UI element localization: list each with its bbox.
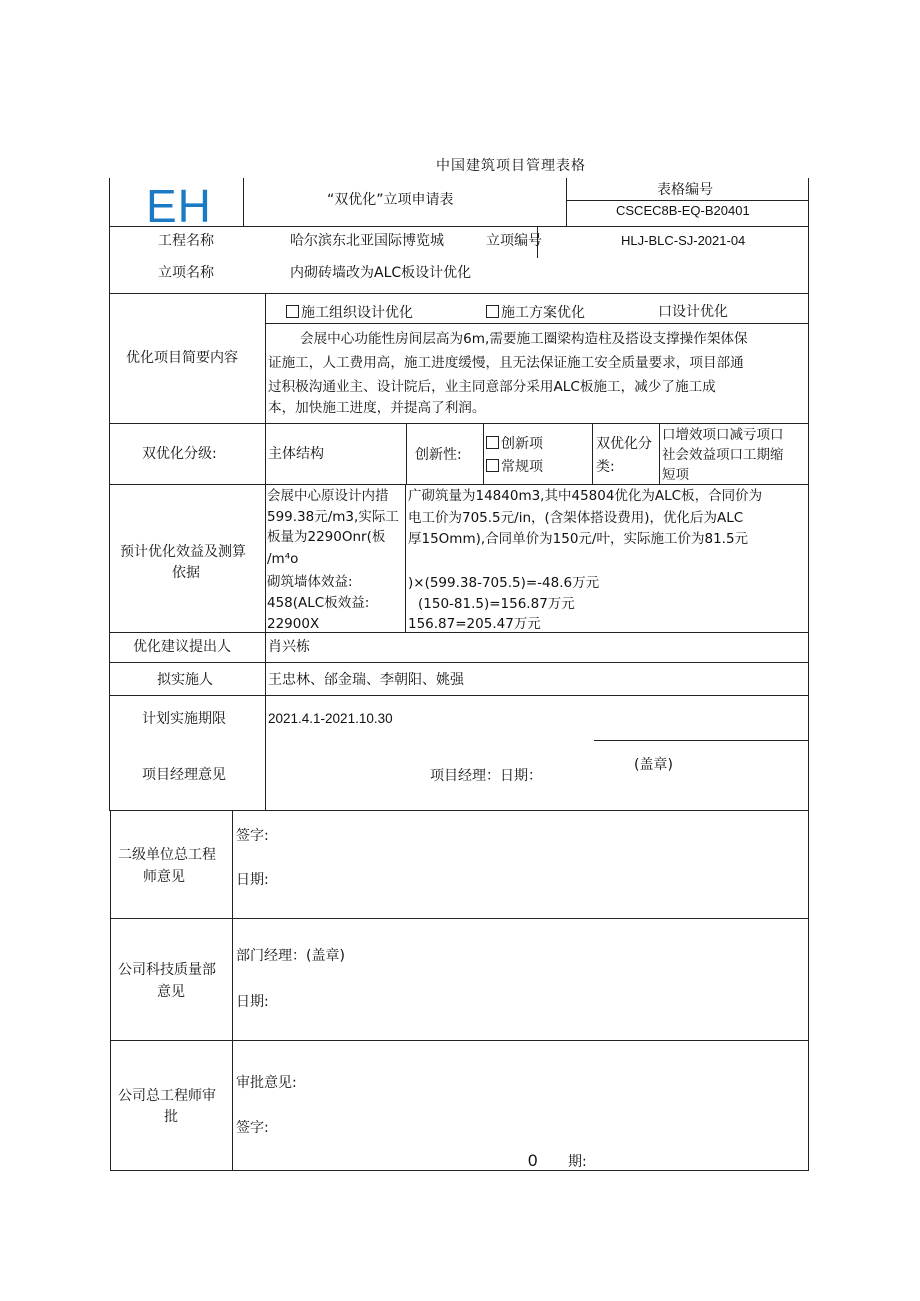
border-left-lower [110, 810, 111, 1171]
date-label: 日期: [236, 872, 269, 888]
line [110, 1170, 809, 1171]
innov-label: 创新性: [415, 447, 462, 463]
option-plan[interactable]: 施工方案优化 [486, 305, 585, 320]
item-name: 内砌砖墙改为ALC板设计优化 [290, 265, 472, 281]
tech-label: 公司科技质量部 [118, 962, 216, 978]
pm-label: 项目经理意见 [142, 767, 226, 783]
benefit-label: 预计优化效益及测算 [120, 544, 246, 560]
innov-option-new[interactable]: 创新项 [486, 436, 543, 451]
l2-label: 师意见 [143, 869, 185, 885]
checkbox[interactable] [486, 436, 499, 449]
benefit-left-line: 22900X [267, 616, 320, 632]
form-title: “双优化”立项申请表 [327, 192, 454, 208]
type-line: 社会效益项口工期缩 [662, 447, 784, 463]
summary-line: 本，加快施工进度，并提高了利润。 [268, 400, 486, 416]
line [265, 323, 809, 324]
proposer-label: 优化建议提出人 [133, 639, 231, 655]
page-title: 中国建筑项目管理表格 [436, 158, 586, 174]
period: 2021.4.1-2021.10.30 [268, 711, 393, 726]
class-label: 双优化分级: [142, 446, 217, 462]
type-line: 短项 [662, 467, 689, 483]
line [109, 226, 809, 227]
benefit-right-line: 广砌筑量为14840m3,其中45804优化为ALC板，合同价为 [408, 488, 763, 504]
pm-sign: 项目经理：日期： [430, 768, 542, 784]
line [109, 662, 809, 663]
implementers: 王忠林、邰金瑞、李朝阳、姚强 [268, 672, 464, 688]
seal-label: (盖章) [634, 757, 673, 773]
benefit-right-line: 电工价为705.5元/in，(含架体搭设费用)，优化后为ALC [408, 510, 744, 526]
line [109, 695, 809, 696]
sign-label: 签字: [236, 1120, 269, 1136]
line [265, 293, 266, 810]
benefit-right-line: (150-81.5)=156.87万元 [418, 596, 575, 612]
type-label: 双优化分 [596, 436, 652, 452]
form-code: CSCEC8B-EQ-B20401 [616, 203, 750, 218]
line [566, 200, 809, 201]
proposer: 肖兴栋 [268, 639, 310, 655]
line [109, 484, 809, 485]
item-name-label: 立项名称 [158, 265, 214, 281]
line [566, 178, 567, 226]
line [659, 423, 660, 484]
line [594, 740, 809, 741]
benefit-left-line: 板量为2290Onr(板 [267, 529, 386, 545]
line [406, 423, 407, 484]
checkbox[interactable] [486, 459, 499, 472]
line [110, 1040, 809, 1041]
summary-line: 会展中心功能性房间层高为6m,需要施工圈梁构造柱及搭设支撑操作架体保 [300, 331, 748, 347]
line [109, 810, 809, 811]
line [232, 810, 233, 1171]
type-label: 类: [596, 459, 615, 475]
checkbox[interactable] [486, 305, 499, 318]
benefit-left-line: /m⁴o [267, 551, 299, 567]
date-label: 日期: [236, 994, 269, 1010]
benefit-label: 依据 [172, 565, 200, 581]
option-org-design[interactable]: 施工组织设计优化 [286, 305, 413, 320]
benefit-left-line: 砌筑墙体效益: [267, 574, 353, 590]
innov-option-regular[interactable]: 常规项 [486, 459, 543, 474]
chief-label: 批 [164, 1109, 178, 1125]
line [109, 293, 809, 294]
final-zero: 0 [528, 1151, 538, 1170]
benefit-left-line: 458(ALC板效益: [267, 595, 370, 611]
summary-line: 证施工，人工费用高，施工进度缓慢，且无法保证施工安全质量要求，项目部通 [268, 355, 744, 371]
line [243, 178, 244, 226]
line [109, 423, 809, 424]
period-label: 计划实施期限 [142, 711, 226, 727]
benefit-right-line: 156.87=205.47万元 [408, 616, 541, 632]
summary-line: 过积极沟通业主、设计院后，业主同意部分采用ALC板施工，减少了施工成 [268, 379, 716, 395]
line [592, 423, 593, 484]
checkbox[interactable] [286, 305, 299, 318]
project-name-label: 工程名称 [158, 233, 214, 249]
approval-label: 审批意见: [236, 1075, 297, 1091]
form-code-label: 表格编号 [657, 182, 713, 198]
dept-manager-label: 部门经理：(盖章) [236, 948, 345, 964]
company-logo: EH [146, 180, 212, 232]
line [483, 423, 484, 484]
project-name: 哈尔滨东北亚国际博览城 [290, 233, 444, 249]
chief-label: 公司总工程师审 [118, 1088, 216, 1104]
benefit-left-line: 会展中心原设计内措 [267, 488, 389, 504]
l2-label: 二级单位总工程 [118, 847, 216, 863]
summary-label: 优化项目简要内容 [126, 350, 238, 366]
project-no: HLJ-BLC-SJ-2021-04 [621, 233, 746, 248]
line [110, 918, 809, 919]
type-line: 口增效项口减亏项口 [662, 427, 784, 443]
line [109, 632, 809, 633]
benefit-right-line: )×(599.38-705.5)=-48.6万元 [408, 575, 600, 591]
tech-label: 意见 [157, 984, 185, 1000]
sign-label: 签字: [236, 828, 269, 844]
benefit-left-line: 599.38元/m3,实际工 [267, 509, 399, 525]
benefit-right-line: 厚15Omm),合同单价为150元/叶，实际施工价为81.5元 [408, 531, 749, 547]
option-design[interactable]: 口设计优化 [658, 304, 728, 320]
border-left-upper [109, 178, 110, 810]
border-right [808, 178, 809, 1171]
implementer-label: 拟实施人 [157, 672, 213, 688]
class-value: 主体结构 [268, 446, 324, 462]
line [405, 484, 406, 632]
final-date-label: 期: [568, 1154, 587, 1170]
project-no-label: 立项编号 [486, 233, 542, 249]
